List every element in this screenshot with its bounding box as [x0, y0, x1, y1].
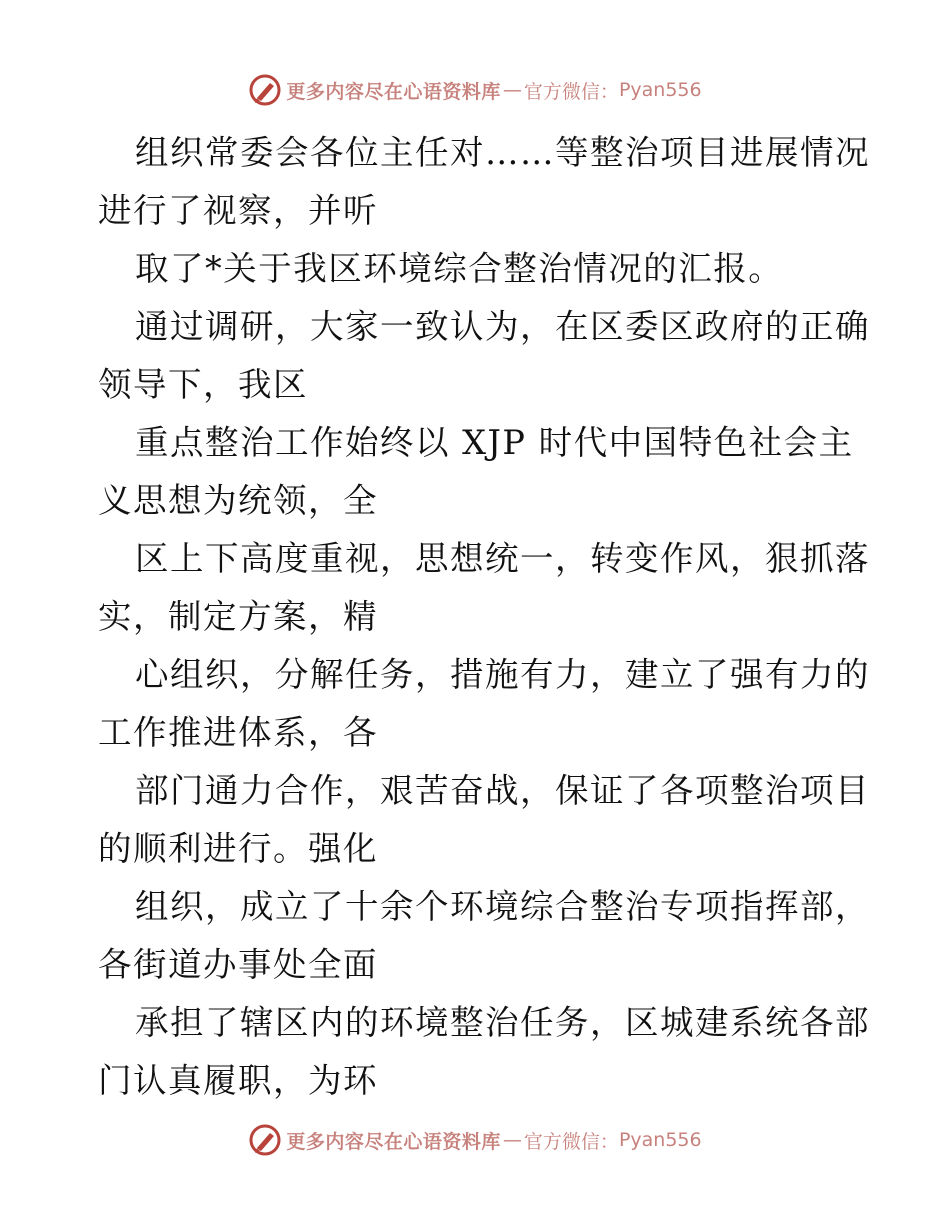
document-body — [98, 124, 870, 1110]
footer-wechat-id: Pyan556 — [618, 1129, 702, 1151]
footer-promo-text: 更多内容尽在心语资料库 — [286, 1130, 501, 1153]
text-line: 组织，成立了十余个环境综合整治专项指挥部， — [135, 887, 870, 926]
text-line: 部门通力合作，艰苦奋战，保证了各项整治项目 — [135, 771, 870, 810]
header-wechat-label: 官方微信： — [523, 80, 619, 103]
header-promo-text: 更多内容尽在心语资料库 — [286, 80, 501, 103]
footer-separator: — — [502, 1129, 522, 1151]
text-line: 区上下高度重视，思想统一，转变作风，狠抓落 — [135, 539, 870, 578]
text-line: 进行了视察，并听 — [98, 191, 378, 230]
text-line: 重点整治工作始终以 XJP 时代中国特色社会主 — [135, 423, 854, 462]
text-line: 工作推进体系，各 — [98, 713, 378, 752]
footer-banner — [0, 1120, 950, 1160]
pen-logo-icon — [248, 1123, 282, 1157]
header-banner — [0, 70, 950, 110]
header-separator: — — [502, 79, 522, 101]
text-line: 取了*关于我区环境综合整治情况的汇报。 — [135, 249, 784, 288]
text-line: 各街道办事处全面 — [98, 945, 378, 984]
pen-logo-icon — [248, 73, 282, 107]
text-line: 领导下，我区 — [98, 365, 308, 404]
text-line: 承担了辖区内的环境整治任务，区城建系统各部 — [135, 1003, 870, 1042]
text-line: 心组织，分解任务，措施有力，建立了强有力的 — [135, 655, 870, 694]
text-line: 实，制定方案，精 — [98, 597, 378, 636]
text-line: 的顺利进行。强化 — [98, 829, 378, 868]
text-line: 门认真履职，为环 — [98, 1061, 378, 1100]
text-line: 通过调研，大家一致认为，在区委区政府的正确 — [135, 307, 870, 346]
footer-wechat-label: 官方微信： — [523, 1130, 619, 1153]
text-line: 组织常委会各位主任对……等整治项目进展情况 — [135, 133, 870, 172]
text-line: 义思想为统领，全 — [98, 481, 378, 520]
header-wechat-id: Pyan556 — [618, 79, 702, 101]
